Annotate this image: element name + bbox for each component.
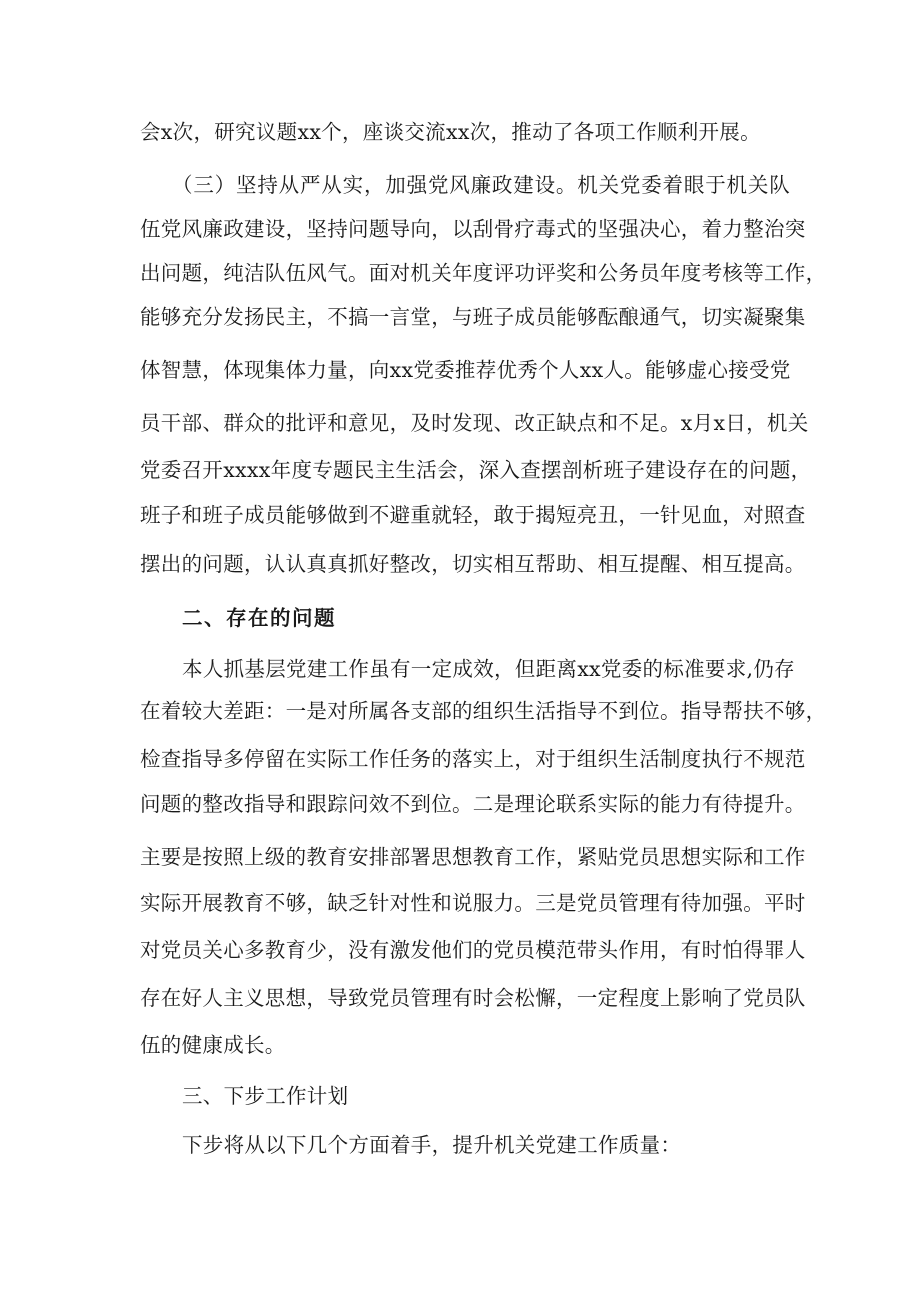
- paragraph-line: 下步将从以下几个方面着手，提升机关党建工作质量：: [182, 1133, 682, 1157]
- paragraph-line: 检查指导多停留在实际工作任务的落实上，对于组织生活制度执行不规范: [140, 747, 806, 771]
- paragraph-line: 体智慧，体现集体力量，向xx党委推荐优秀个人xx人。能够虚心接受党: [140, 358, 791, 382]
- paragraph-line: 员干部、群众的批评和意见，及时发现、改正缺点和不足。x月x日，机关: [140, 411, 809, 435]
- paragraph-line: 问题的整改指导和跟踪问效不到位。二是理论联系实际的能力有待提升。: [140, 792, 806, 816]
- paragraph-line: 摆出的问题，认认真真抓好整改，切实相互帮助、相互提醒、相互提高。: [140, 552, 806, 576]
- paragraph-line: 对党员关心多教育少，没有激发他们的党员模范带头作用，有时怕得罪人: [140, 938, 806, 962]
- paragraph-line: 在着较大差距：一是对所属各支部的组织生活指导不到位。指导帮扶不够，: [140, 699, 827, 723]
- paragraph-line: 存在好人主义思想，导致党员管理有时会松懈，一定程度上影响了党员队: [140, 986, 806, 1010]
- section-heading: 三、下步工作计划: [182, 1084, 349, 1108]
- paragraph-line: 伍的健康成长。: [140, 1033, 286, 1057]
- paragraph-line: 班子和班子成员能够做到不避重就轻，敢于揭短亮丑，一针见血，对照查: [140, 503, 806, 527]
- paragraph-line: 会x次，研究议题xx个，座谈交流xx次，推动了各项工作顺利开展。: [140, 120, 761, 144]
- paragraph-line: 伍党风廉政建设，坚持问题导向，以刮骨疗毒式的坚强决心，着力整治突: [140, 217, 806, 241]
- paragraph-line: 实际开展教育不够，缺乏针对性和说服力。三是党员管理有待加强。平时: [140, 891, 806, 915]
- paragraph-line: 出问题，纯洁队伍风气。面对机关年度评功评奖和公务员年度考核等工作，: [140, 261, 827, 285]
- paragraph-line: 能够充分发扬民主，不搞一言堂，与班子成员能够酝酿通气，切实凝聚集: [140, 305, 806, 329]
- paragraph-line: （三）坚持从严从实，加强党风廉政建设。机关党委着眼于机关队: [172, 173, 790, 197]
- paragraph-line: 主要是按照上级的教育安排部署思想教育工作，紧贴党员思想实际和工作: [140, 845, 806, 869]
- paragraph-line: 党委召开xxxx年度专题民主生活会，深入查摆剖析班子建设存在的问题，: [140, 458, 812, 482]
- section-heading: 二、存在的问题: [182, 606, 336, 630]
- paragraph-line: 本人抓基层党建工作虽有一定成效，但距离xx党委的标准要求,仍存: [182, 657, 795, 681]
